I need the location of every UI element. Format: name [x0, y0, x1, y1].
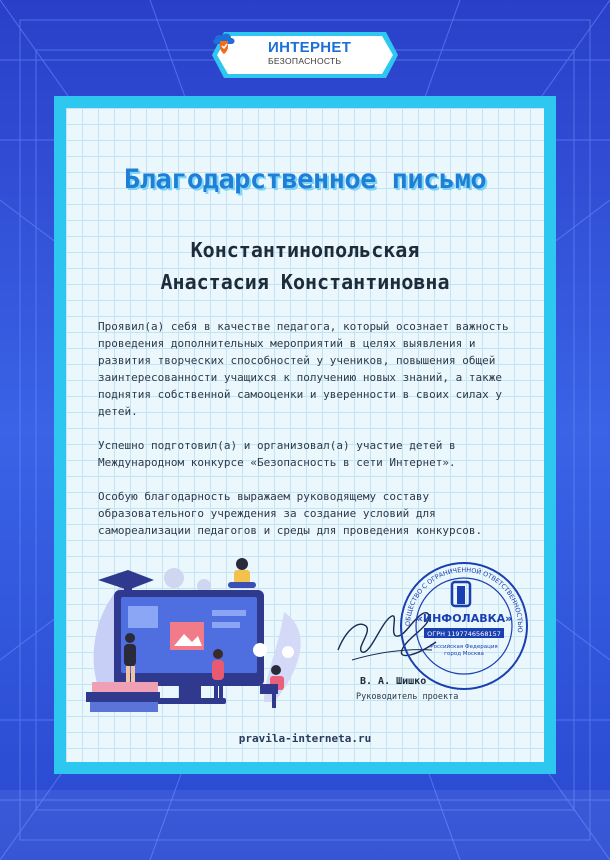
body-paragraph: Проявил(а) себя в качестве педагога, который осознает важность проведения дополнительных мероприятий в целях выявления и развития творческих способностей у учеников, повышения общей заинтересованности учащихся к получению новых знаний, а также поднятия собственной самооценки и уверенности в своих силах у детей. [98, 320, 509, 418]
recipient-given-names: Анастасия Константиновна [160, 270, 450, 294]
body-paragraph: Особую благодарность выражаем руководящему составу образовательного учреждения за создание условий для самореализации педагогов и среды для проведения конкурсов. [98, 490, 483, 537]
signer-name: В. А. Шишко [360, 676, 427, 687]
website-link[interactable]: pravila-interneta.ru [238, 732, 372, 745]
stamp-city: город Москва [444, 651, 484, 657]
recipient-surname: Константинопольская [190, 238, 420, 262]
signer-role: Руководитель проекта [356, 692, 459, 702]
logo-subtitle: БЕЗОПАСНОСТЬ [268, 56, 342, 66]
project-logo [212, 32, 398, 78]
stamp-ring-text: ОБЩЕСТВО С ОГРАНИЧЕННОЙ ОТВЕТСТВЕННОСТЬЮ [403, 565, 525, 633]
certificate-body [98, 318, 516, 556]
body-paragraph: Успешно подготовил(а) и организовал(а) участие детей в Международном конкурсе «Безопасность в сети Интернет». [98, 439, 456, 469]
stamp-ogrn: ОГРН 1197746568157 [427, 630, 501, 638]
company-stamp [398, 560, 530, 692]
education-illustration [84, 552, 314, 718]
logo-title: ИНТЕРНЕТ [268, 39, 352, 56]
recipient-name [0, 234, 610, 298]
shield-cloud-icon [212, 32, 236, 58]
certificate-title: Благодарственное письмо [123, 164, 487, 195]
stamp-brand: «ИНФОЛАВКА» [415, 612, 513, 625]
stamp-country: Российская Федерация [430, 644, 498, 650]
